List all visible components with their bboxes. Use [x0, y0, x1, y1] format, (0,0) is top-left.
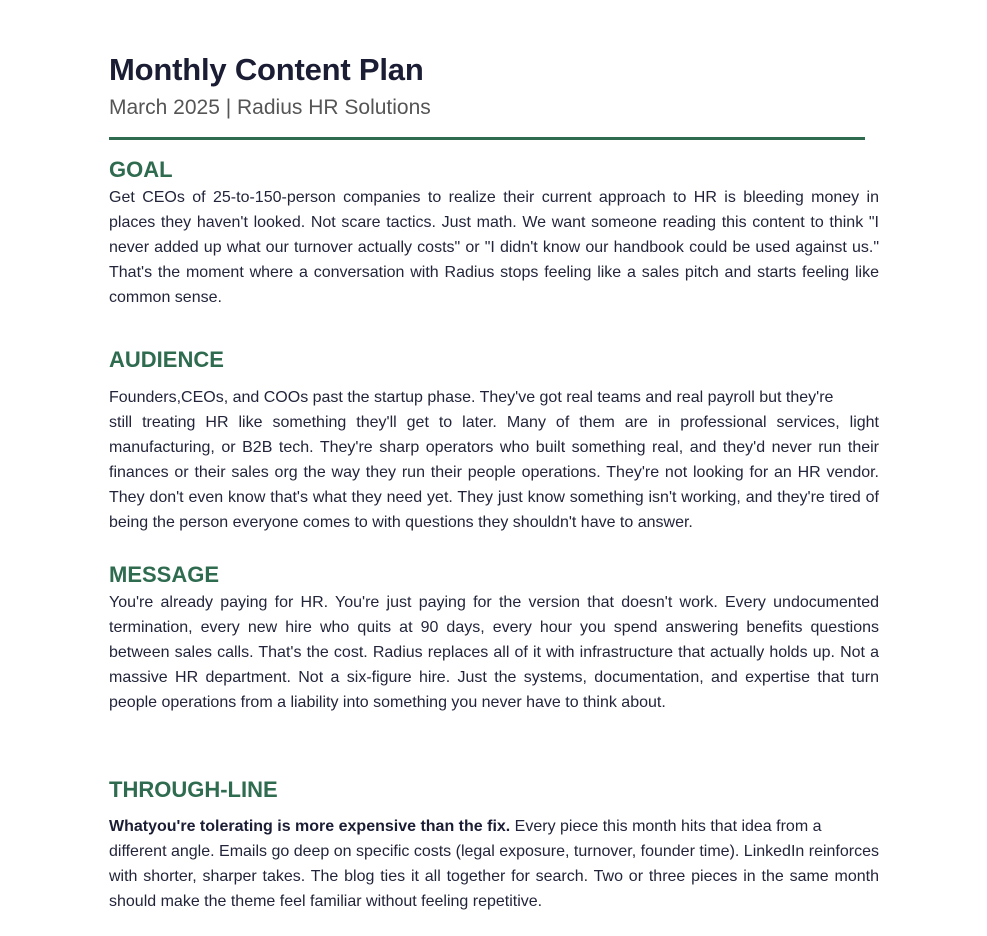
section-body-through-line-line1: [109, 814, 879, 839]
page-title: Monthly Content Plan: [109, 52, 424, 87]
page-subtitle: March 2025 | Radius HR Solutions: [109, 96, 431, 119]
section-body-through-line: different angle. Emails go deep on specific costs (legal exposure, turnover, founder time). LinkedIn reinforces with shorter, sharper takes. The blog ties it all together for search. Two or three pieces in the same month should make the theme feel familiar without feeling repetitive.: [109, 843, 879, 910]
through-line-bold-lead: Whatyou're tolerating is more expensive than the fix.: [109, 818, 511, 835]
header-divider: [109, 137, 865, 140]
through-line-line1-rest: Every piece this month hits that idea from a: [510, 818, 822, 835]
section-heading-audience: AUDIENCE: [109, 347, 224, 372]
section-body-audience: still treating HR like something they'll get to later. Many of them are in professional services, light manufacturing, or B2B tech. They're sharp operators who built something real, and they'd never run their finances or their sales org the way they run their people operations. They're not looking for an HR vendor. They don't even know that's what they need yet. They just know something isn't working, and they're tired of being the person everyone comes to with questions they shouldn't have to answer.: [109, 414, 879, 531]
section-heading-goal: GOAL: [109, 157, 173, 182]
section-heading-through-line: THROUGH-LINE: [109, 777, 278, 802]
section-body-audience-line1: Founders,CEOs, and COOs past the startup phase. They've got real teams and real payroll but they're: [109, 389, 834, 406]
section-heading-message: MESSAGE: [109, 562, 220, 587]
section-body-goal: Get CEOs of 25-to-150-person companies to realize their current approach to HR is bleeding money in places they haven't looked. Not scare tactics. Just math. We want someone reading this content to think "I never added up what our turnover actually costs" or "I didn't know our handbook could be used against us." That's the moment where a conversation with Radius stops feeling like a sales pitch and starts feeling like common sense.: [109, 189, 879, 306]
section-body-message: You're already paying for HR. You're just paying for the version that doesn't work. Every undocumented termination, every new hire who quits at 90 days, every hour you spend answering benefits questions between sales calls. That's the cost. Radius replaces all of it with infrastructure that actually holds up. Not a massive HR department. Not a six-figure hire. Just the systems, documentation, and expertise that turn people operations from a liability into something you never have to think about.: [109, 594, 879, 711]
